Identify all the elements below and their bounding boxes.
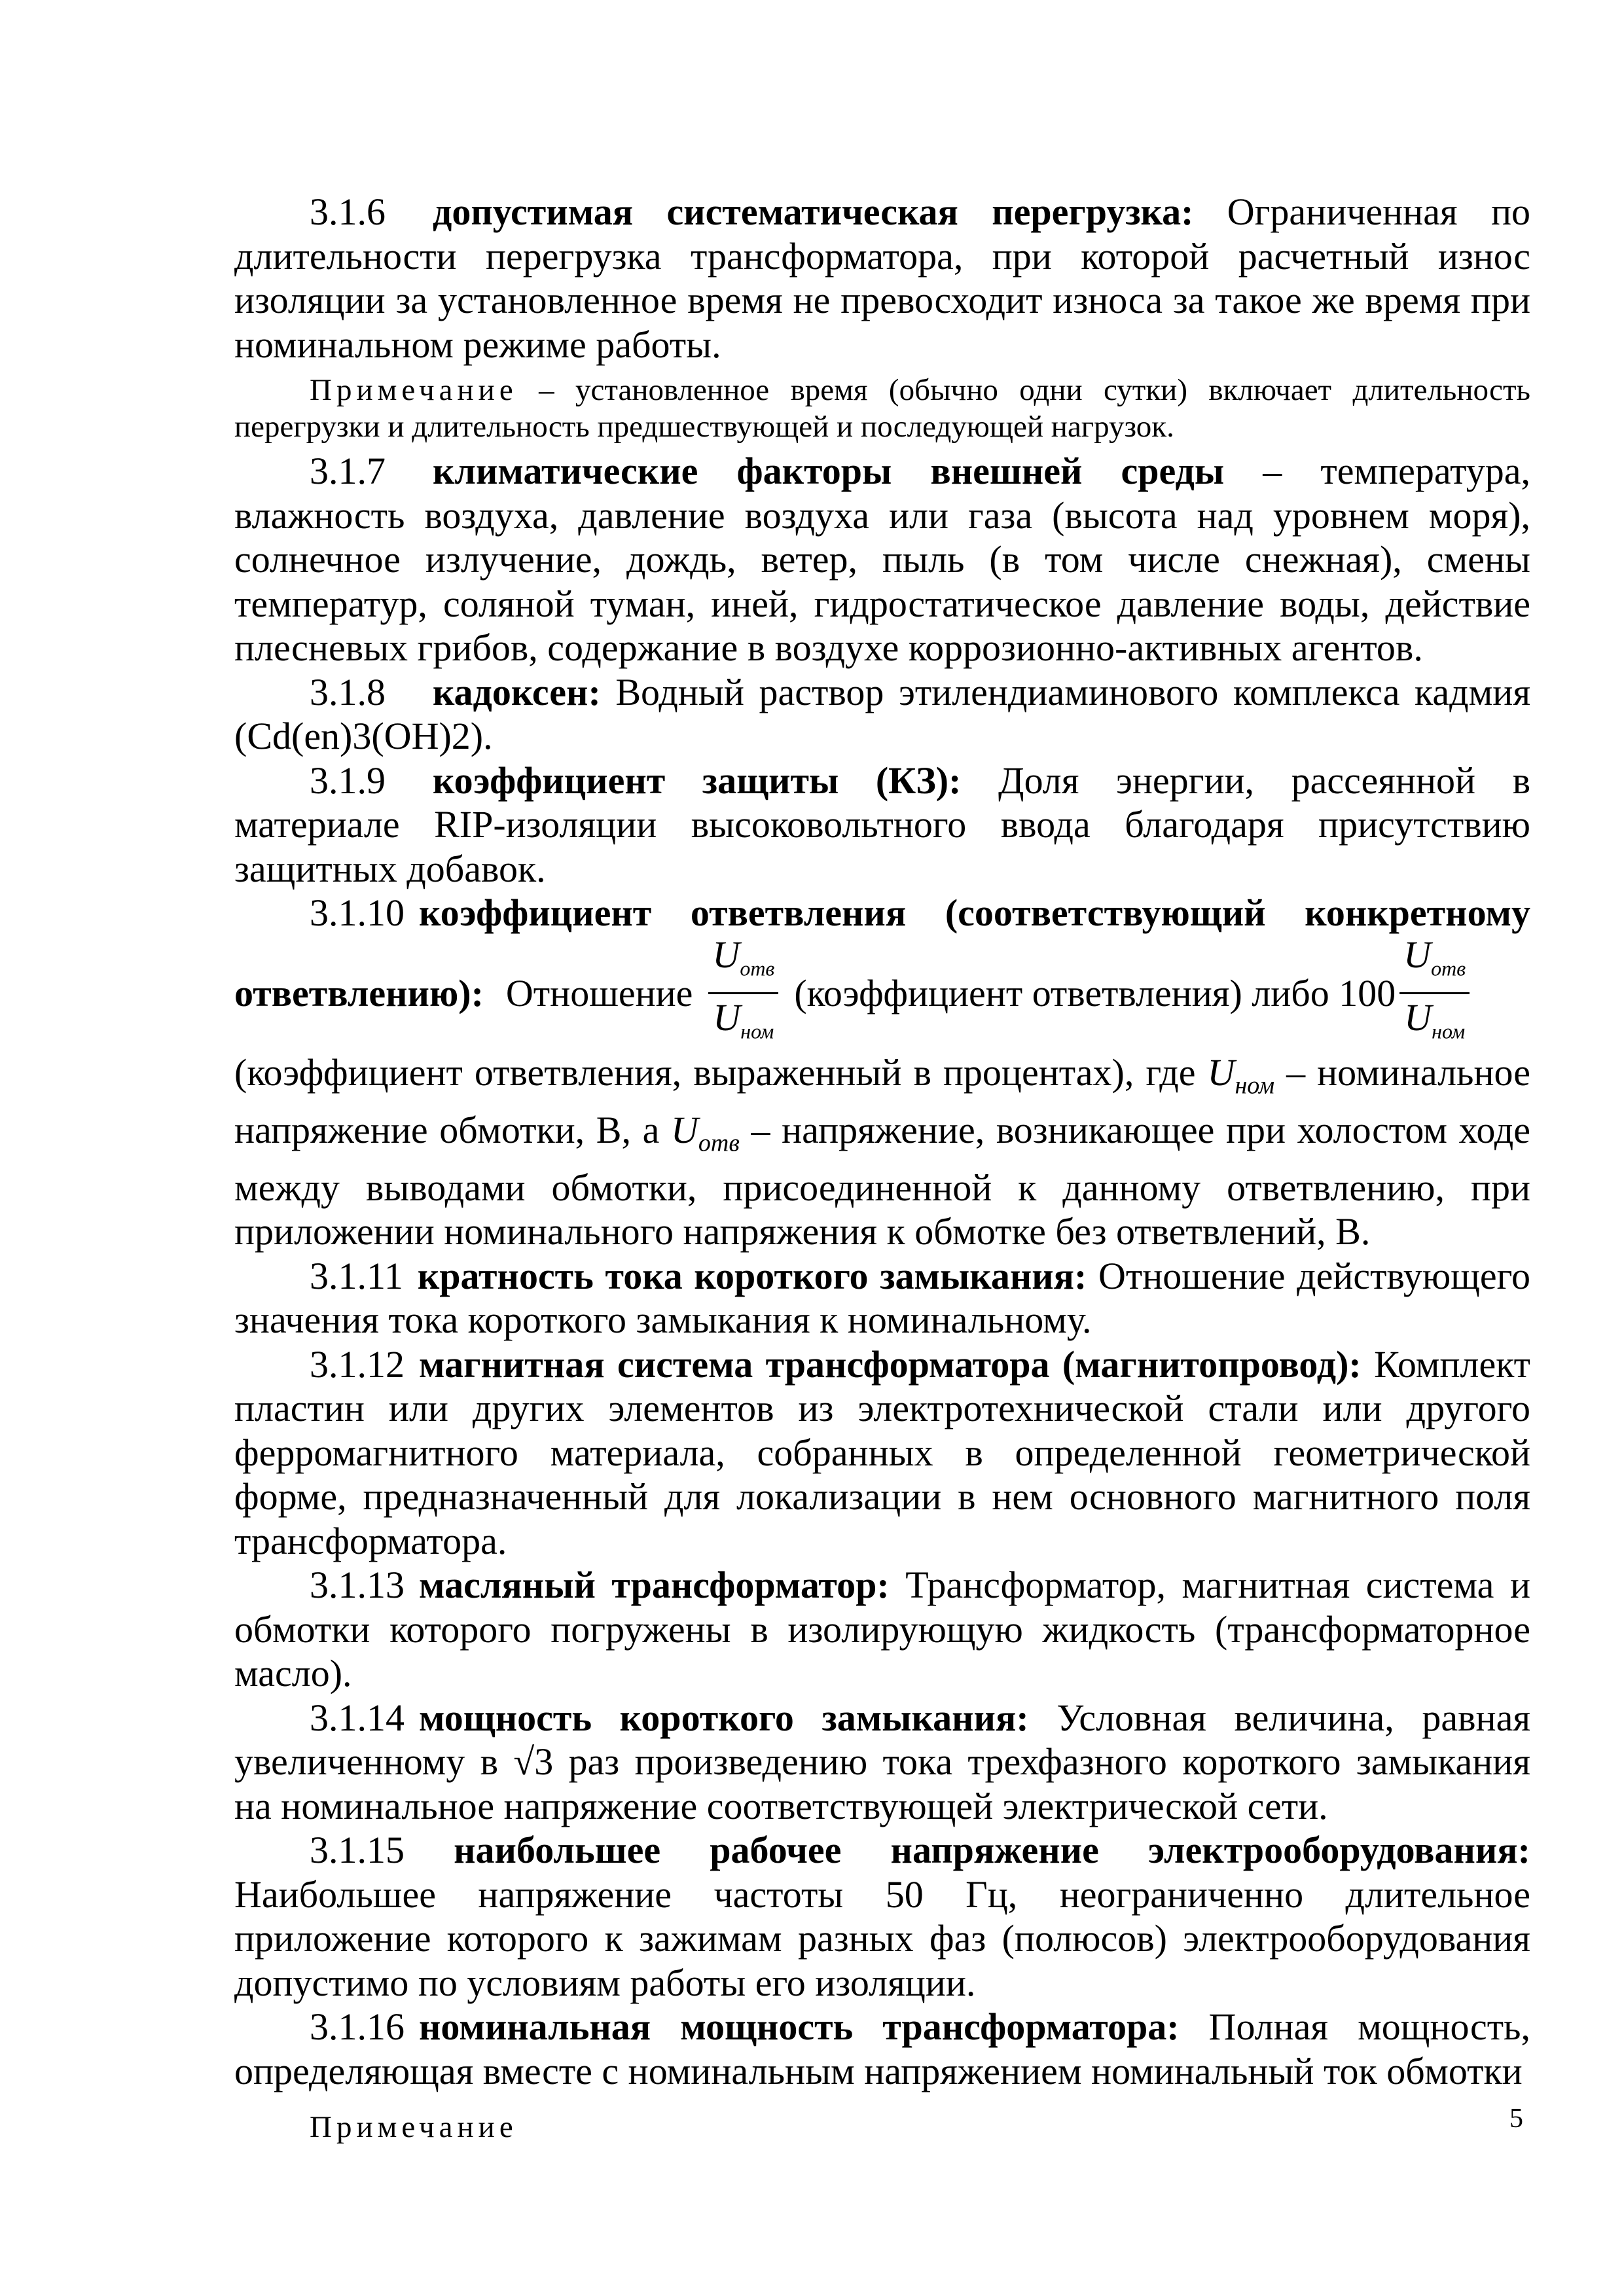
definition-3-1-10 xyxy=(234,891,1530,1254)
definition-text: Комплект пластин или других элементов из электротехнической стали или другого ферромагнитного материала, собранных в определенной геометрической форме, предназначенный для локализации в нем основного магнитного поля трансформатора. xyxy=(234,1342,1530,1562)
note-label: Примечание xyxy=(310,2110,518,2145)
definition-3-1-8 xyxy=(234,670,1530,759)
term-title: кратность тока короткого замыкания: xyxy=(417,1254,1087,1297)
clause-number: 3.1.9 xyxy=(310,759,386,802)
definition-3-1-15 xyxy=(234,1828,1530,2005)
clause-number: 3.1.13 xyxy=(310,1564,405,1607)
page-number: 5 xyxy=(1509,2104,1523,2134)
term-title: допустимая систематическая перегрузка: xyxy=(433,190,1194,233)
clause-number: 3.1.15 xyxy=(310,1829,405,1872)
definition-text: Водный раствор этилендиаминового комплекса кадмия (Cd(en)3(OH)2). xyxy=(234,670,1530,757)
term-word-4: электрооборудования: xyxy=(1148,1829,1530,1872)
voltage-ratio-fraction-percent xyxy=(1399,934,1470,1052)
clause-number: 3.1.16 xyxy=(310,2005,405,2049)
clause-number: 3.1.8 xyxy=(310,670,386,713)
term-word-3: напряжение xyxy=(890,1829,1099,1872)
fraction-numerator: $U_{отв}$ xyxy=(708,934,778,994)
definition-text: Наибольшее напряжение частоты 50 Гц, неограниченно длительное приложение которого к зажимам разных фаз (полюсов) электрооборудования допустимо по условиям работы его изоляции. xyxy=(234,1873,1530,2004)
definition-text: Доля энергии, рассеянной в материале RIP-изоляции высоковольтного ввода благодаря присутствию защитных добавок. xyxy=(234,759,1530,890)
u-otv-symbol: $U_{отв}$ xyxy=(671,1108,740,1157)
term-title: номинальная мощность трансформатора: xyxy=(419,2005,1180,2049)
term-title: климатические факторы внешней среды xyxy=(433,450,1225,492)
term-title: мощность короткого замыкания: xyxy=(419,1696,1029,1739)
term-title: магнитная система трансформатора (магнитопровод): xyxy=(419,1342,1362,1386)
term-title-part1: коэффициент ответвления (соответствующий конкретному xyxy=(419,891,1530,934)
definition-3-1-10-heading xyxy=(234,891,1530,935)
note-label: Примечание xyxy=(310,373,518,407)
definition-text: Отношение действующего значения тока короткого замыкания к номинальному. xyxy=(234,1254,1530,1342)
term-word-1: наибольшее xyxy=(454,1829,661,1872)
clause-number: 3.1.11 xyxy=(310,1254,403,1297)
fraction-denominator: $U_{ном}$ xyxy=(713,996,774,1043)
definition-text: Трансформатор, магнитная система и обмотки которого погружены в изолирующую жидкость (трансформаторное масло). xyxy=(234,1564,1530,1695)
u-nom-symbol: $U_{ном}$ xyxy=(1207,1050,1275,1100)
definition-3-1-13 xyxy=(234,1563,1530,1696)
term-title: кадоксен: xyxy=(433,670,601,713)
term-title-part2: ответвлению): xyxy=(234,972,484,1014)
note-3-1-6 xyxy=(234,372,1530,445)
clause-number: 3.1.12 xyxy=(310,1342,405,1386)
definition-3-1-7 xyxy=(234,449,1530,670)
definition-text: – температура, влажность воздуха, давление воздуха или газа (высота над уровнем моря), солнечное излучение, дождь, ветер, пыль (в том числе снежная), смены температур, соляной туман, иней, гидростатическое давление воды, действие плесневых грибов, содержание в воздухе коррозионно-активных агентов. xyxy=(234,450,1530,669)
document-page xyxy=(234,190,1530,2145)
clause-number: 3.1.14 xyxy=(310,1696,405,1739)
term-title: коэффициент защиты (КЗ): xyxy=(433,759,962,802)
definition-3-1-11 xyxy=(234,1254,1530,1342)
definition-3-1-12 xyxy=(234,1342,1530,1564)
voltage-ratio-fraction xyxy=(708,934,778,1052)
formula-text-before: Отношение xyxy=(505,972,693,1014)
clause-number: 3.1.6 xyxy=(310,190,386,233)
definition-3-1-15-heading xyxy=(234,1828,1530,1873)
definition-text: Условная величина, равная увеличенному в √3 раз произведению тока трехфазного короткого замыкания на номинальное напряжение соответствующей электрической сети. xyxy=(234,1696,1530,1827)
clause-number: 3.1.10 xyxy=(310,891,405,934)
fraction-denominator: $U_{ном}$ xyxy=(1404,996,1466,1043)
definition-text: Полная мощность, определяющая вместе с номинальным напряжением номинальный ток обмотки xyxy=(234,2005,1530,2092)
definition-3-1-10-text: (коэффициент ответвления, выраженный в процентах), где $U_{ном}$ – номинальное напряжение обмотки, В, а $U_{отв}$ – напряжение, возникающее при холостом ходе между выводами обмотки, присоединенной к данному ответвлению, при приложении номинального напряжения к обмотке без ответвлений, В. xyxy=(234,1050,1530,1253)
note-text: – установленное время (обычно одни сутки) включает длительность перегрузки и длительность предшествующей и последующей нагрузок. xyxy=(234,373,1530,444)
definition-text: Ограниченная по длительности перегрузка трансформатора, при которой расчетный износ изоляции за установленное время не превосходит износа за такое же время при номинальном режиме работы. xyxy=(234,190,1531,366)
definition-3-1-9 xyxy=(234,759,1530,891)
definition-3-1-6 xyxy=(234,190,1530,367)
clause-number: 3.1.7 xyxy=(310,450,386,492)
fraction-numerator: $U_{отв}$ xyxy=(1399,934,1470,994)
ratio-formula-line xyxy=(234,933,1530,1049)
formula-text-middle: (коэффициент ответвления) либо 100 xyxy=(794,972,1396,1014)
term-title: масляный трансформатор: xyxy=(419,1564,890,1607)
term-word-2: рабочее xyxy=(710,1829,842,1872)
definition-3-1-14 xyxy=(234,1696,1530,1829)
definition-3-1-16 xyxy=(234,2005,1530,2093)
note-3-1-16 xyxy=(234,2109,1530,2145)
